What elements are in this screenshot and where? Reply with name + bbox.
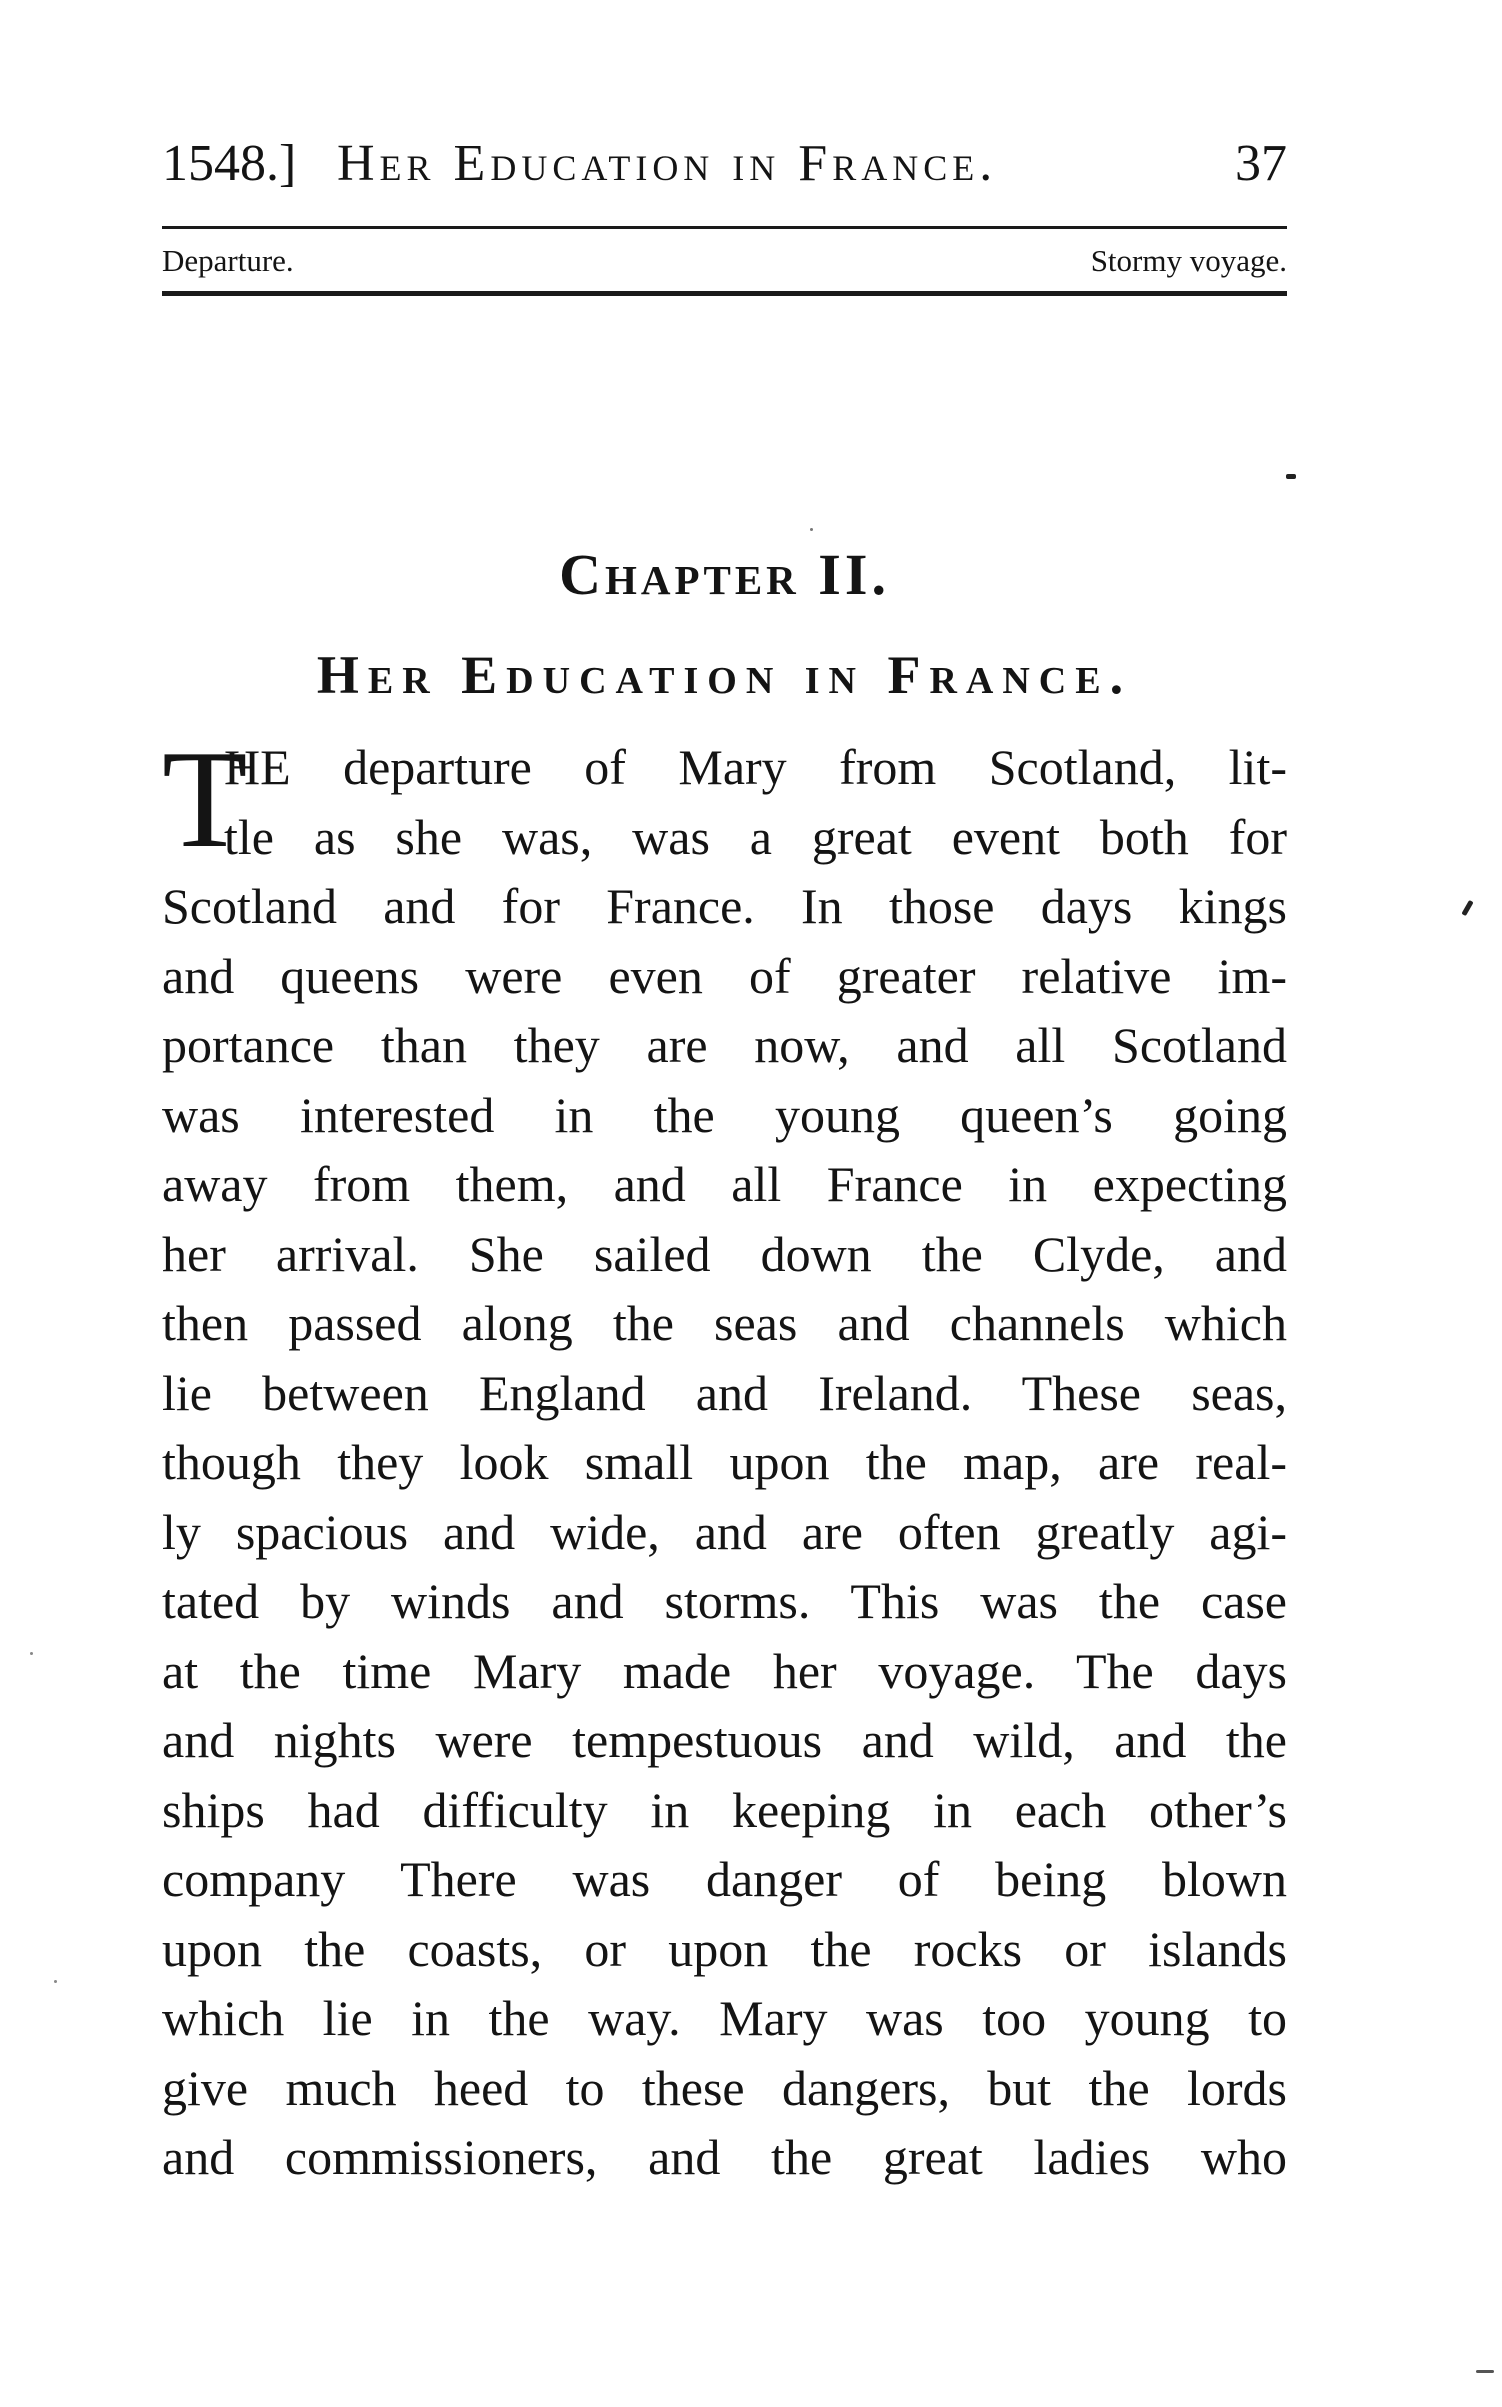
ink-speck	[1461, 900, 1473, 916]
marginal-notes	[162, 236, 1287, 286]
text-line: was interested in the young queen’s going	[162, 1086, 1287, 1143]
text-line: company There was danger of being blown	[162, 1851, 1287, 1907]
text-line: then passed along the seas and channels which	[162, 1295, 1287, 1351]
ink-speck	[810, 528, 813, 531]
header-rule-top	[162, 226, 1287, 229]
text-line: lie between England and Ireland. These seas,	[162, 1364, 1287, 1421]
text-line: and queens were even of greater relative im-	[162, 947, 1287, 1004]
running-header	[162, 128, 1287, 200]
chapter-title: Her Education in France.	[316, 645, 1133, 705]
text-line: give much heed to these dangers, but the lords	[162, 2059, 1287, 2116]
text-line: ships had difficulty in keeping in each other’s	[162, 1781, 1287, 1838]
body-text	[162, 722, 1287, 2193]
text-line: which lie in the way. Mary was too young to	[162, 1990, 1287, 2046]
text-line: and commissioners, and the great ladies who	[162, 2129, 1287, 2185]
text-line: away from them, and all France in expecting	[162, 1156, 1287, 1212]
text-line: and nights were tempestuous and wild, and the	[162, 1712, 1287, 1768]
marginal-note-left: Departure.	[162, 243, 294, 278]
header-title: Her Education in France.	[337, 135, 998, 192]
ink-speck	[1286, 474, 1296, 479]
text-line: HE departure of Mary from Scotland, lit-	[224, 739, 1287, 795]
header-year: 1548.]	[162, 135, 297, 192]
chapter-heading: Chapter II.	[559, 542, 890, 607]
text-line: tle as she was, was a great event both for	[224, 808, 1287, 865]
ink-speck	[30, 1652, 33, 1655]
text-line: ly spacious and wide, and are often greatly agi-	[162, 1503, 1287, 1560]
text-line: though they look small upon the map, are real-	[162, 1434, 1287, 1490]
text-line: portance than they are now, and all Scotland	[162, 1017, 1287, 1073]
header-rule-bottom	[162, 291, 1287, 296]
text-line: at the time Mary made her voyage. The days	[162, 1642, 1287, 1699]
ink-speck	[54, 1980, 57, 1983]
text-line: upon the coasts, or upon the rocks or islands	[162, 1920, 1287, 1977]
drop-cap: T	[162, 722, 248, 877]
page-number: 37	[1235, 135, 1287, 192]
text-line: tated by winds and storms. This was the case	[162, 1573, 1287, 1629]
ink-speck	[1476, 2370, 1494, 2373]
text-line: her arrival. She sailed down the Clyde, and	[162, 1225, 1287, 1282]
marginal-note-right: Stormy voyage.	[1090, 243, 1287, 278]
text-line: Scotland and for France. In those days kings	[162, 878, 1287, 934]
